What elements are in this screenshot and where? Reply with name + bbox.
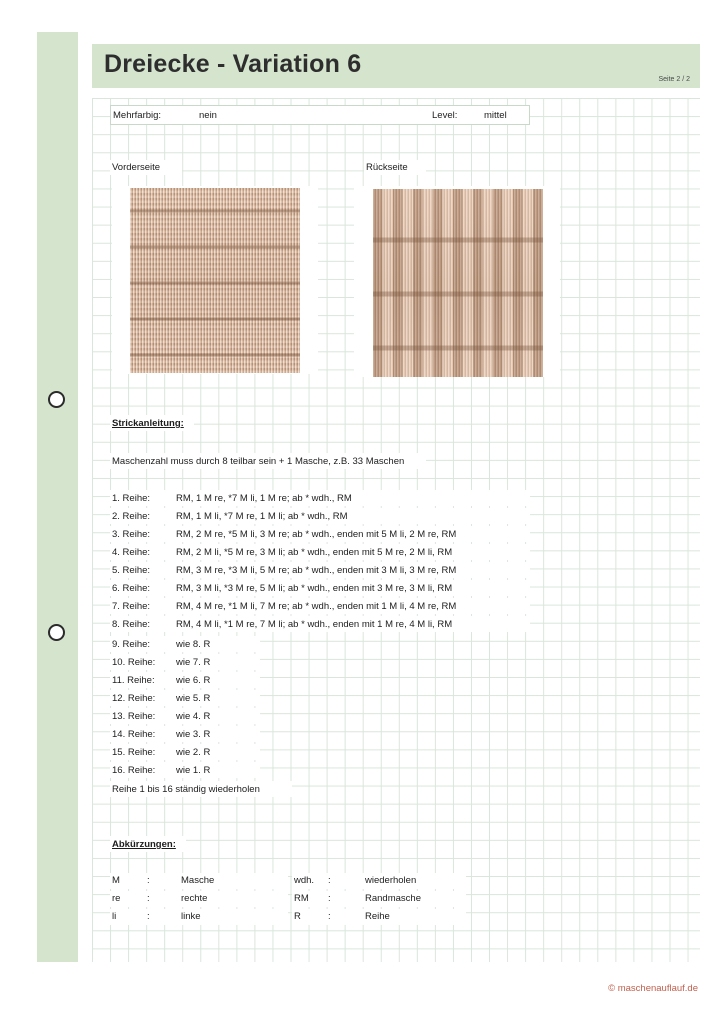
row-label: 6. Reihe: bbox=[112, 583, 151, 594]
row-text: wie 3. R bbox=[176, 729, 211, 740]
swatch-back-frame bbox=[354, 186, 560, 377]
row-text: RM, 2 M re, *5 M li, 3 M re; ab * wdh., enden mit 5 M li, 2 M re, RM bbox=[176, 529, 457, 540]
row-label: 1. Reihe: bbox=[112, 493, 151, 504]
row-text: wie 6. R bbox=[176, 675, 211, 686]
row-label: 14. Reihe: bbox=[112, 729, 156, 740]
abbrev-meaning: Masche bbox=[181, 875, 215, 886]
row-text: wie 5. R bbox=[176, 693, 211, 704]
row-text: wie 8. R bbox=[176, 639, 211, 650]
repeat-note: Reihe 1 bis 16 ständig wiederholen bbox=[112, 784, 260, 795]
abbrev-colon: : bbox=[328, 893, 331, 904]
row-label: 13. Reihe: bbox=[112, 711, 156, 722]
row-label: 16. Reihe: bbox=[112, 765, 156, 776]
row-text: wie 7. R bbox=[176, 657, 211, 668]
row-label: 5. Reihe: bbox=[112, 565, 151, 576]
stitch-count-note: Maschenzahl muss durch 8 teilbar sein + 1 Masche, z.B. 33 Maschen bbox=[112, 456, 405, 467]
row-label: 8. Reihe: bbox=[112, 619, 151, 630]
page-indicator: Seite 2 / 2 bbox=[658, 76, 690, 83]
swatch-front-image bbox=[130, 188, 300, 373]
abbrev-meaning: rechte bbox=[181, 893, 208, 904]
abbrev-meaning: Reihe bbox=[365, 911, 390, 922]
row-text: RM, 1 M li, *7 M re, 1 M li; ab * wdh., RM bbox=[176, 511, 348, 522]
level-value: mittel bbox=[484, 110, 507, 121]
row-text: wie 2. R bbox=[176, 747, 211, 758]
row-text: RM, 4 M li, *1 M re, 7 M li; ab * wdh., enden mit 1 M re, 4 M li, RM bbox=[176, 619, 453, 630]
info-row-box bbox=[110, 105, 530, 125]
multicolor-label: Mehrfarbig: bbox=[113, 110, 162, 121]
abbrev-meaning: wiederholen bbox=[365, 875, 417, 886]
abbrev-key: re bbox=[112, 893, 121, 904]
abbrev-colon: : bbox=[328, 875, 331, 886]
row-label: 7. Reihe: bbox=[112, 601, 151, 612]
instructions-heading: Strickanleitung: bbox=[112, 418, 184, 429]
row-text: RM, 3 M re, *3 M li, 5 M re; ab * wdh., enden mit 3 M li, 3 M re, RM bbox=[176, 565, 457, 576]
abbrev-key: wdh. bbox=[294, 875, 315, 886]
row-label: 3. Reihe: bbox=[112, 529, 151, 540]
level-label: Level: bbox=[432, 110, 458, 121]
abbreviations-heading: Abkürzungen: bbox=[112, 839, 176, 850]
row-label: 12. Reihe: bbox=[112, 693, 156, 704]
footer-credit: © maschenauflauf.de bbox=[608, 983, 698, 994]
swatch-front-label: Vorderseite bbox=[112, 162, 161, 173]
abbrev-meaning: Randmasche bbox=[365, 893, 421, 904]
swatch-back-image bbox=[373, 189, 543, 377]
row-label: 4. Reihe: bbox=[112, 547, 151, 558]
row-text: RM, 1 M re, *7 M li, 1 M re; ab * wdh., RM bbox=[176, 493, 352, 504]
row-text: RM, 4 M re, *1 M li, 7 M re; ab * wdh., enden mit 1 M li, 4 M re, RM bbox=[176, 601, 457, 612]
row-label: 11. Reihe: bbox=[112, 675, 155, 686]
abbrev-meaning: linke bbox=[181, 911, 201, 922]
abbrev-colon: : bbox=[147, 893, 150, 904]
abbrev-colon: : bbox=[328, 911, 331, 922]
abbrev-key: RM bbox=[294, 893, 309, 904]
row-label: 9. Reihe: bbox=[112, 639, 151, 650]
abbrev-colon: : bbox=[147, 875, 150, 886]
row-text: wie 4. R bbox=[176, 711, 211, 722]
multicolor-value: nein bbox=[199, 110, 217, 121]
row-label: 10. Reihe: bbox=[112, 657, 156, 668]
row-label: 2. Reihe: bbox=[112, 511, 151, 522]
abbrev-key: R bbox=[294, 911, 301, 922]
abbrev-key: li bbox=[112, 911, 117, 922]
row-label: 15. Reihe: bbox=[112, 747, 156, 758]
abbrev-key: M bbox=[112, 875, 120, 886]
abbrev-colon: : bbox=[147, 911, 150, 922]
row-text: RM, 3 M li, *3 M re, 5 M li; ab * wdh., enden mit 3 M re, 3 M li, RM bbox=[176, 583, 453, 594]
row-text: RM, 2 M li, *5 M re, 3 M li; ab * wdh., enden mit 5 M re, 2 M li, RM bbox=[176, 547, 453, 558]
swatch-back-label: Rückseite bbox=[366, 162, 408, 173]
row-text: wie 1. R bbox=[176, 765, 211, 776]
page-title: Dreiecke - Variation 6 bbox=[104, 50, 362, 78]
swatch-front-frame bbox=[112, 186, 318, 374]
